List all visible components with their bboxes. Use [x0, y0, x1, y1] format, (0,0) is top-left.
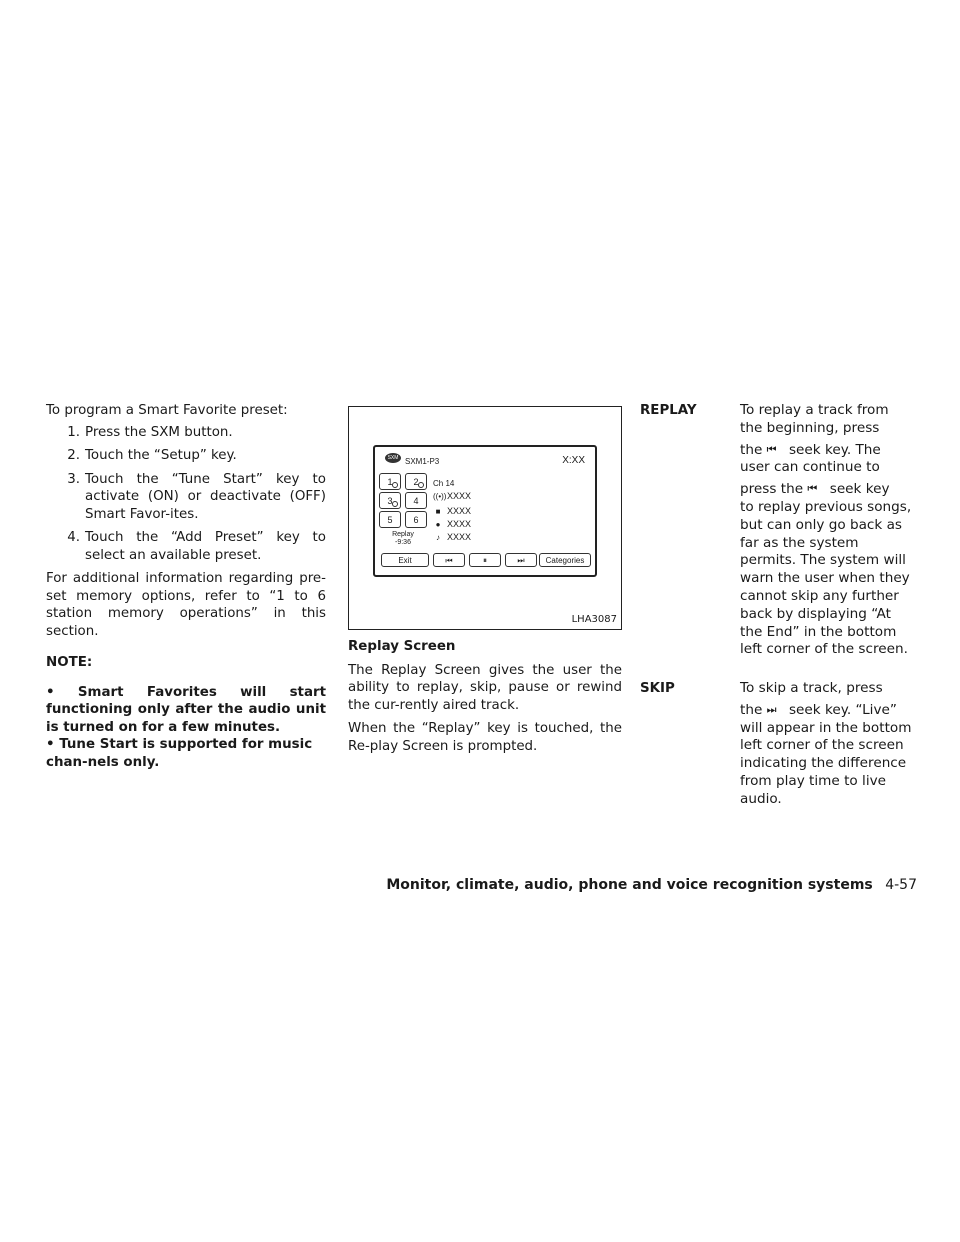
- replay-description: The Replay Screen gives the user the ability to replay, skip, pause or rewind the cur-rently aired track.: [348, 662, 622, 713]
- list-item: [46, 529, 326, 564]
- intro-text: To program a Smart Favorite preset:: [46, 403, 288, 418]
- note-heading: NOTE:: [46, 655, 93, 670]
- info-row: [433, 529, 471, 547]
- seek-back-icon: ⏮: [807, 482, 816, 496]
- page-number: 4-57: [885, 877, 917, 893]
- definition-line: warn the user when they: [740, 570, 910, 587]
- preset-button: [379, 492, 401, 509]
- next-button: ⏭: [505, 553, 537, 567]
- pause-button: ⏸: [469, 553, 501, 567]
- step-number: 2.: [67, 448, 80, 463]
- replay-label: Replay: [392, 531, 414, 538]
- definition-text: press the: [740, 481, 804, 498]
- figure-caption: Replay Screen: [348, 639, 456, 654]
- channel-number: Ch 14: [433, 479, 455, 488]
- definition-text: the: [740, 441, 763, 458]
- definition-line: cannot skip any further: [740, 587, 899, 604]
- list-item: [46, 447, 326, 465]
- music-note-icon: ♪: [436, 533, 440, 542]
- step-text: Touch the “Add Preset” key to select an available preset.: [85, 530, 326, 563]
- definition-line: to replay previous songs,: [740, 498, 912, 515]
- preset-label: 6: [413, 515, 419, 525]
- favorite-icon: [392, 482, 398, 488]
- definition-line: will appear in the bottom: [740, 719, 912, 736]
- replay-prompt-text: When the “Replay” key is touched, the Re-play Screen is prompted.: [348, 721, 622, 754]
- replay-screen-figure: [348, 406, 622, 630]
- step-text: Touch the “Tune Start” key to activate (ON) or deactivate (OFF) Smart Favor-ites.: [85, 471, 326, 522]
- replay-time: -9:36: [395, 539, 411, 546]
- previous-button: ⏮: [433, 553, 465, 567]
- preset-label: 2: [413, 477, 419, 487]
- seek-forward-icon: ⏭: [766, 702, 775, 716]
- definition-line: permits. The system will: [740, 552, 906, 569]
- display-screen: [373, 445, 597, 577]
- figure-code: LHA3087: [571, 613, 617, 625]
- folder-icon: ■: [435, 507, 441, 516]
- info-value: XXXX: [447, 532, 472, 542]
- note-item: • Smart Favorites will start functioning only after the audio unit is turned on for a few minutes.: [46, 684, 326, 735]
- left-column: [46, 402, 326, 771]
- list-item: [46, 471, 326, 524]
- definition-line: To replay a track from: [740, 402, 889, 418]
- definition-line: from play time to live: [740, 772, 887, 789]
- skip-definition: [740, 680, 920, 809]
- categories-button: Categories: [539, 553, 591, 567]
- preset-button: [405, 473, 427, 490]
- definition-line: left corner of the screen: [740, 737, 904, 754]
- preset-label: 3: [387, 496, 393, 506]
- exit-button: Exit: [381, 553, 429, 567]
- clock-label: X:XX: [562, 455, 585, 466]
- note-item: • Tune Start is supported for music chan-nels only.: [46, 737, 313, 770]
- replay-indicator: [379, 531, 427, 547]
- list-item: [46, 424, 326, 442]
- section-title: Monitor, climate, audio, phone and voice recognition systems: [386, 877, 873, 893]
- definition-text: seek key: [829, 481, 890, 498]
- info-value: XXXX: [447, 491, 472, 501]
- step-text: Press the SXM button.: [85, 424, 233, 440]
- sxm-logo: SXM: [385, 453, 401, 463]
- definition-line: far as the system: [740, 534, 859, 551]
- definition-line: back by displaying “At: [740, 605, 891, 622]
- middle-column: [348, 402, 622, 755]
- definition-line: left corner of the screen.: [740, 641, 908, 658]
- definition-line: but can only go back as: [740, 516, 903, 533]
- steps-list: [46, 424, 326, 565]
- preset-button: [379, 511, 401, 528]
- signal-icon: ((•)): [433, 492, 447, 501]
- preset-label: 1: [387, 477, 393, 487]
- definition-line: the beginning, press: [740, 419, 880, 436]
- channel-label: SXM1-P3: [405, 457, 440, 466]
- favorite-icon: [418, 482, 424, 488]
- seek-back-icon: ⏮: [766, 442, 775, 456]
- preset-label: 4: [413, 496, 419, 506]
- preset-button: [379, 473, 401, 490]
- preset-info-paragraph: For additional information regarding pre-set memory options, refer to “1 to 6 station memory operations” in this section.: [46, 571, 326, 639]
- preset-label: 5: [387, 515, 393, 525]
- definition-line: audio.: [740, 790, 782, 807]
- replay-term: REPLAY: [640, 403, 697, 418]
- step-number: 3.: [67, 471, 80, 487]
- preset-button: [405, 511, 427, 528]
- definition-line: To skip a track, press: [740, 680, 883, 696]
- info-value: XXXX: [447, 506, 472, 516]
- replay-definition: [740, 402, 920, 659]
- person-icon: ●: [435, 520, 441, 529]
- definition-line: the End” in the bottom: [740, 623, 897, 640]
- step-text: Touch the “Setup” key.: [85, 448, 237, 463]
- preset-button: [405, 492, 427, 509]
- step-number: 1.: [67, 424, 80, 440]
- skip-term: SKIP: [640, 681, 675, 696]
- page-footer: [386, 877, 917, 893]
- definition-line: user can continue to: [740, 459, 880, 476]
- definition-text: seek key. The: [788, 441, 881, 458]
- definition-text: seek key. “Live”: [788, 701, 897, 718]
- step-number: 4.: [67, 530, 80, 545]
- definition-text: the: [740, 701, 763, 718]
- definition-line: indicating the difference: [740, 755, 907, 772]
- favorite-icon: [392, 501, 398, 507]
- info-value: XXXX: [447, 519, 472, 529]
